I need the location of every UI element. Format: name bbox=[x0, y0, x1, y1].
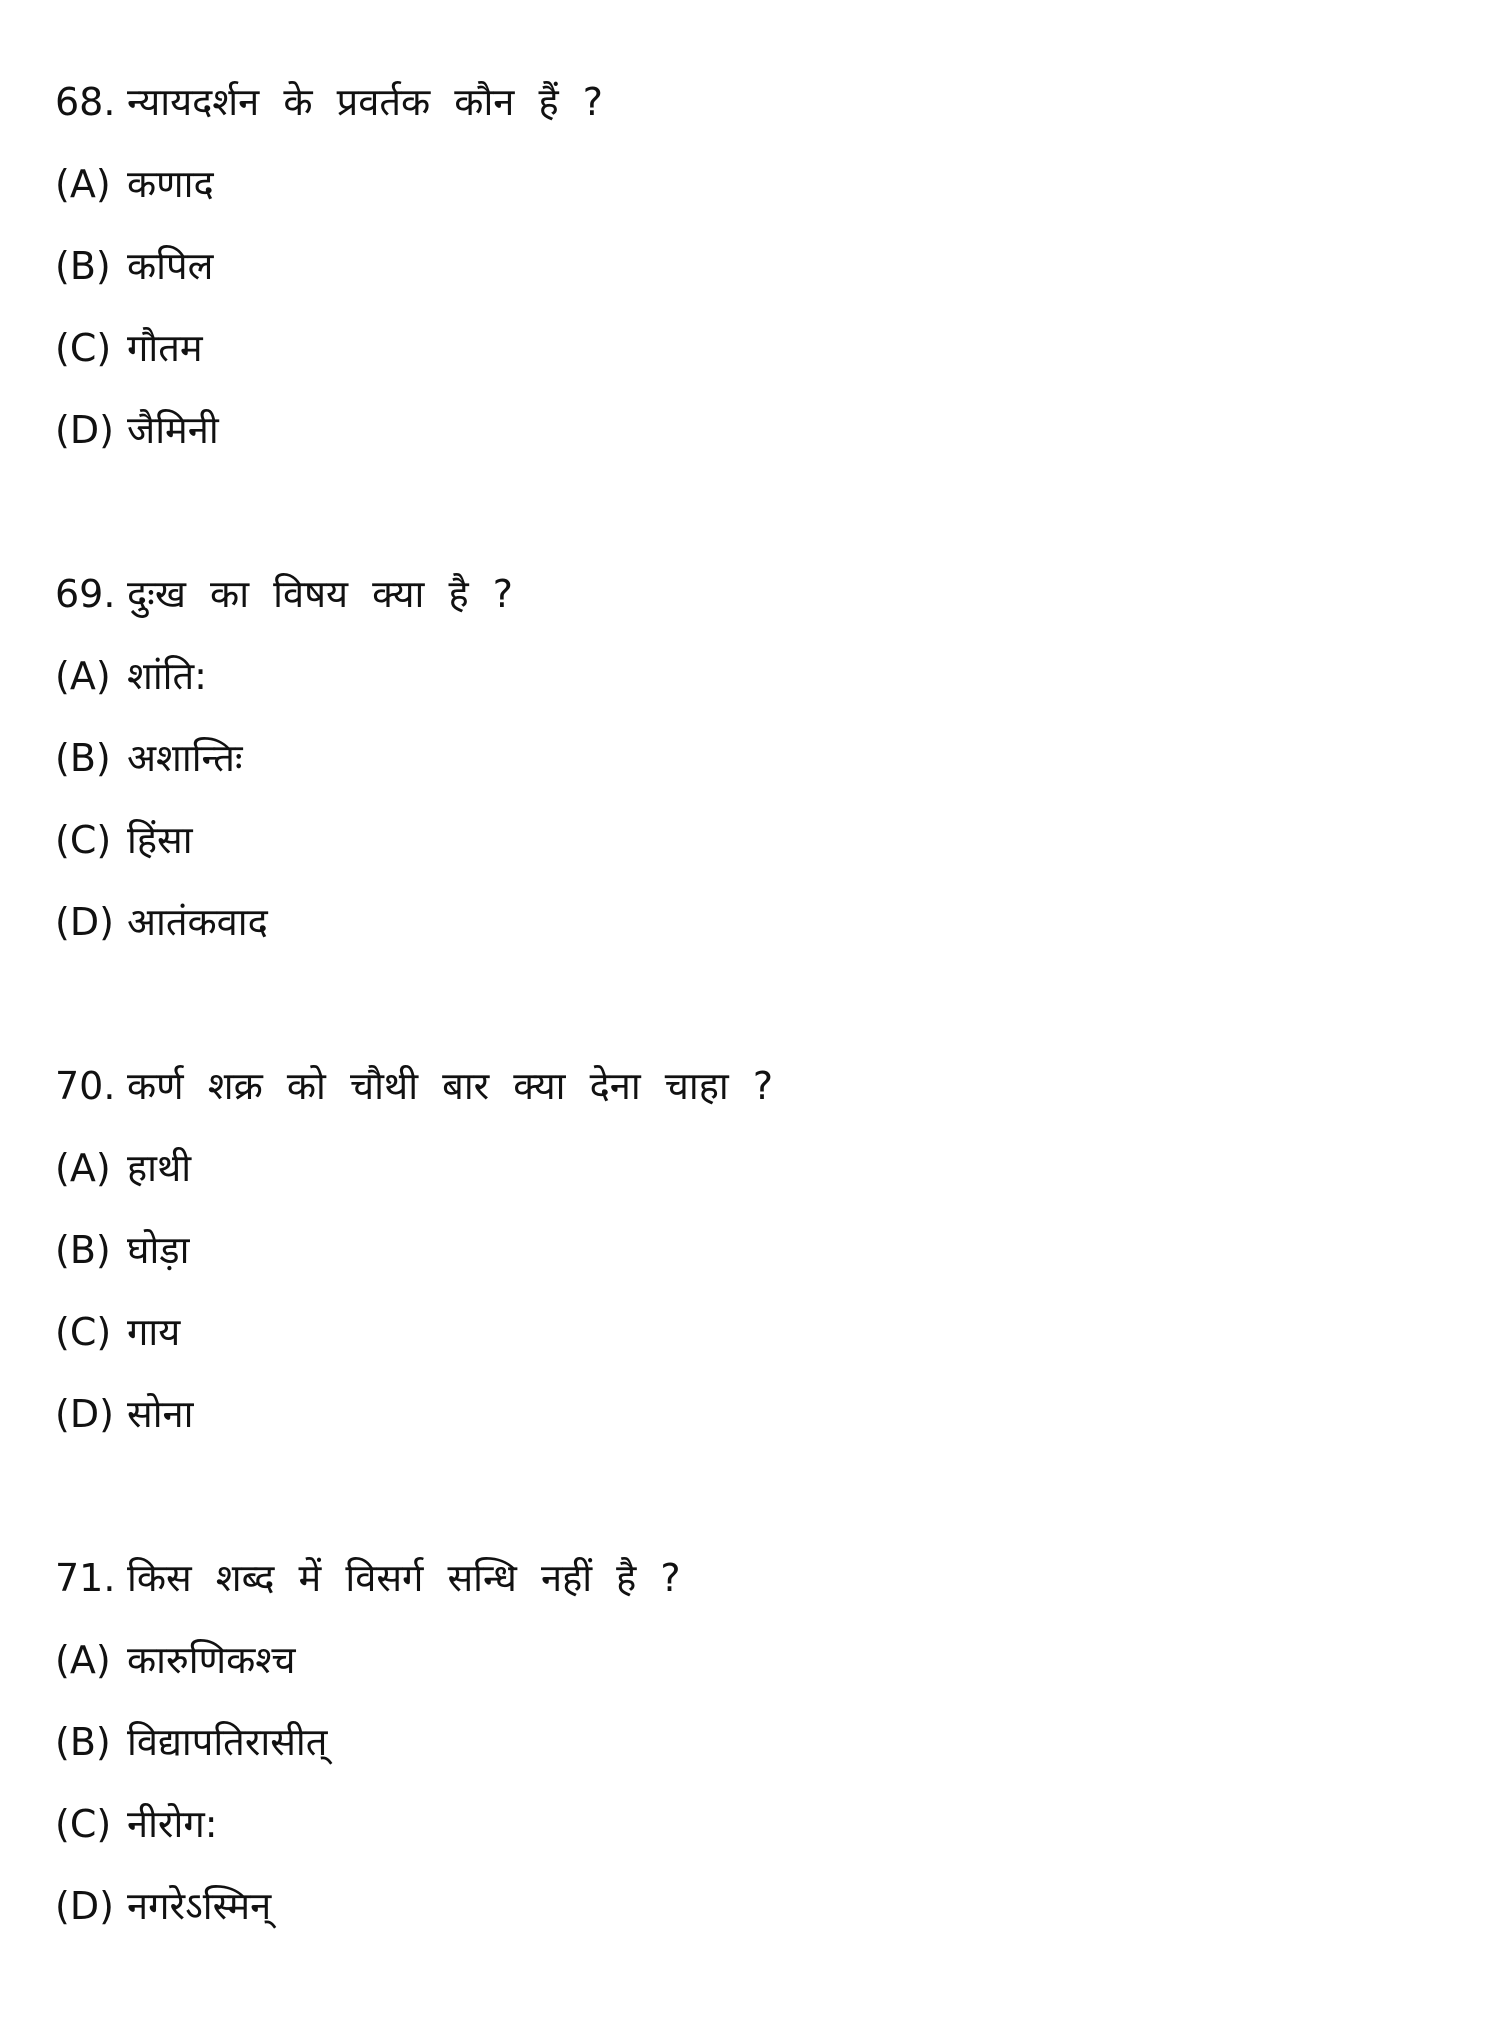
option-text: नगरेऽस्मिन् bbox=[127, 1884, 272, 1928]
option-label: (C) bbox=[55, 1310, 112, 1354]
question-stem bbox=[55, 1548, 1455, 1608]
option-label: (B) bbox=[55, 736, 111, 780]
option-a bbox=[55, 1138, 1455, 1198]
question-stem bbox=[55, 1056, 1455, 1116]
option-text: जैमिनी bbox=[127, 408, 219, 452]
question-number: 71. bbox=[55, 1556, 116, 1600]
option-label: (A) bbox=[55, 162, 111, 206]
question-number: 70. bbox=[55, 1064, 116, 1108]
option-text: विद्यापतिरासीत् bbox=[127, 1720, 328, 1764]
option-label: (B) bbox=[55, 1720, 111, 1764]
question-text: न्यायदर्शन के प्रवर्तक कौन हैं ? bbox=[127, 80, 603, 124]
option-d bbox=[55, 892, 1455, 952]
option-c bbox=[55, 318, 1455, 378]
question-text: कर्ण शक्र को चौथी बार क्या देना चाहा ? bbox=[127, 1064, 774, 1108]
option-label: (D) bbox=[55, 900, 114, 944]
option-label: (D) bbox=[55, 408, 114, 452]
option-label: (D) bbox=[55, 1392, 114, 1436]
option-text: कारुणिकश्च bbox=[127, 1638, 296, 1682]
option-d bbox=[55, 400, 1455, 460]
question-stem bbox=[55, 564, 1455, 624]
option-label: (C) bbox=[55, 326, 112, 370]
option-b bbox=[55, 1220, 1455, 1280]
option-text: गौतम bbox=[127, 326, 203, 370]
option-text: कणाद bbox=[127, 162, 214, 206]
option-text: हाथी bbox=[127, 1146, 192, 1190]
option-text: घोड़ा bbox=[127, 1228, 190, 1272]
option-text: गाय bbox=[127, 1310, 181, 1354]
option-a bbox=[55, 154, 1455, 214]
question-71 bbox=[55, 1548, 1455, 1958]
option-label: (A) bbox=[55, 654, 111, 698]
option-b bbox=[55, 236, 1455, 296]
option-text: नीरोग: bbox=[127, 1802, 218, 1846]
option-label: (B) bbox=[55, 244, 111, 288]
option-label: (B) bbox=[55, 1228, 111, 1272]
option-text: सोना bbox=[127, 1392, 194, 1436]
question-70 bbox=[55, 1056, 1455, 1466]
option-c bbox=[55, 810, 1455, 870]
question-69 bbox=[55, 564, 1455, 974]
option-d bbox=[55, 1876, 1455, 1936]
option-label: (D) bbox=[55, 1884, 114, 1928]
option-a bbox=[55, 1630, 1455, 1690]
option-text: शांति: bbox=[127, 654, 207, 698]
option-text: कपिल bbox=[127, 244, 214, 288]
option-label: (A) bbox=[55, 1146, 111, 1190]
option-text: आतंकवाद bbox=[127, 900, 268, 944]
option-label: (C) bbox=[55, 818, 112, 862]
option-label: (C) bbox=[55, 1802, 112, 1846]
question-68 bbox=[55, 72, 1455, 482]
question-number: 68. bbox=[55, 80, 116, 124]
option-text: अशान्तिः bbox=[127, 736, 243, 780]
option-text: हिंसा bbox=[127, 818, 193, 862]
option-c bbox=[55, 1302, 1455, 1362]
option-label: (A) bbox=[55, 1638, 111, 1682]
option-a bbox=[55, 646, 1455, 706]
question-text: दुःख का विषय क्या है ? bbox=[127, 572, 513, 616]
question-text: किस शब्द में विसर्ग सन्धि नहीं है ? bbox=[127, 1556, 681, 1600]
option-b bbox=[55, 1712, 1455, 1772]
question-stem bbox=[55, 72, 1455, 132]
question-number: 69. bbox=[55, 572, 116, 616]
option-d bbox=[55, 1384, 1455, 1444]
option-c bbox=[55, 1794, 1455, 1854]
option-b bbox=[55, 728, 1455, 788]
